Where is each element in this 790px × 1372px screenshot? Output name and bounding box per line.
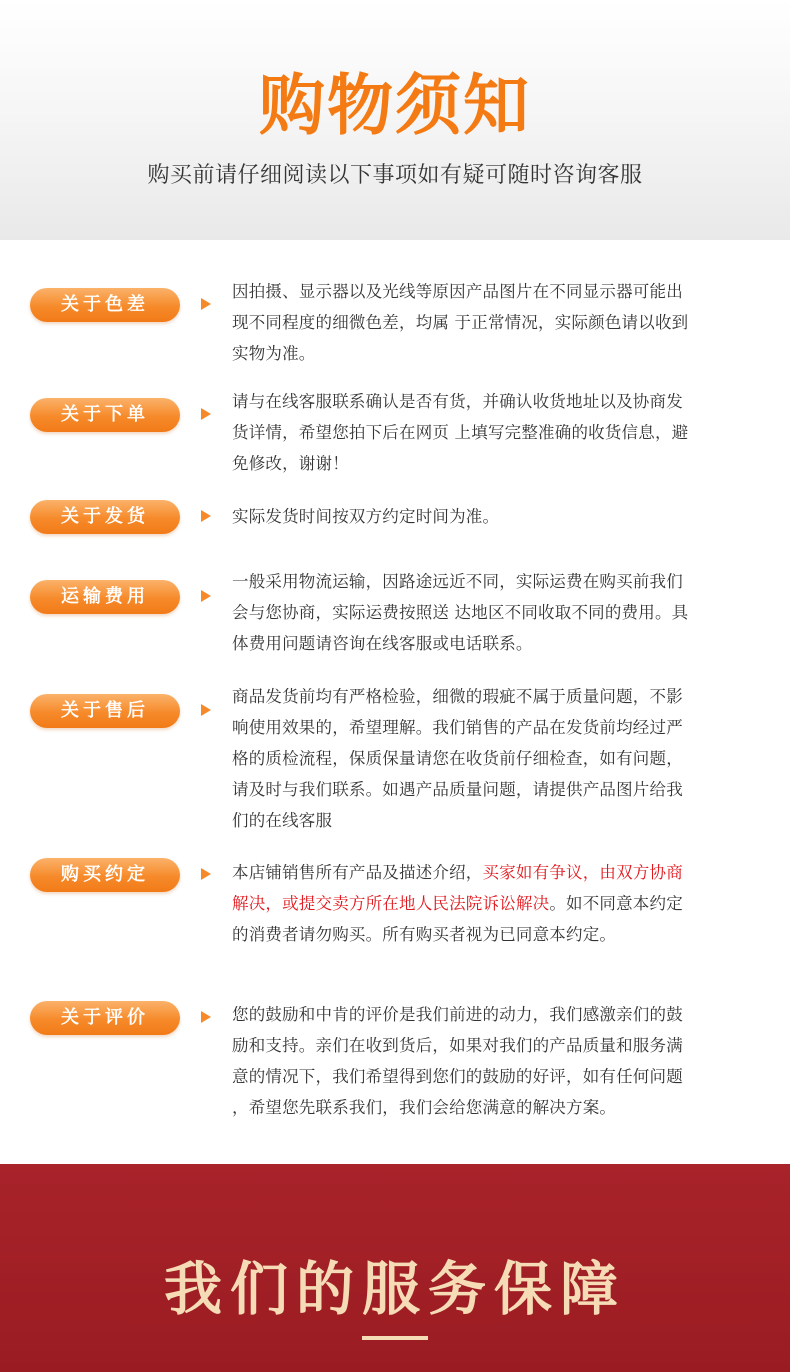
text-line: 意的情况下，我们希望得到您们的鼓励的好评，如有任何问题 — [232, 1067, 683, 1086]
text-highlight: 买家如有争议，由双方协商 — [482, 863, 683, 882]
text-line: 货详情，希望您拍下后在网页 上填写完整准确的收货信息，避 — [232, 423, 689, 442]
text-line — [232, 888, 744, 919]
text-line: 响使用效果的，希望理解。我们销售的产品在发货前均经过严 — [232, 718, 683, 737]
text-line: 格的质检流程，保质保量请您在收货前仔细检查，如有问题， — [232, 749, 683, 768]
section-text — [232, 681, 744, 836]
text-line: 免修改，谢谢！ — [232, 454, 349, 473]
badge-purchase-agreement: 购买约定 — [30, 858, 180, 892]
arrow-icon — [201, 298, 211, 310]
text-line: 您的鼓励和中肯的评价是我们前进的动力，我们感激亲们的鼓 — [232, 1005, 683, 1024]
arrow-icon — [201, 1011, 211, 1023]
badge-after-sales: 关于售后 — [30, 694, 180, 728]
badge-reviews: 关于评价 — [30, 1001, 180, 1035]
service-guarantee-title: 我们的服务保障 — [163, 1255, 626, 1323]
text-line: 的消费者请勿购买。所有购买者视为已同意本约定。 — [232, 925, 617, 944]
text-line — [232, 857, 744, 888]
text-line: 们的在线客服 — [232, 811, 333, 830]
arrow-icon — [201, 704, 211, 716]
text-line: 体费用问题请咨询在线客服或电话联系。 — [232, 634, 533, 653]
section-text — [232, 857, 744, 950]
arrow-icon — [201, 408, 211, 420]
badge-shipping: 关于发货 — [30, 500, 180, 534]
text-normal: 。如不同意本约定 — [549, 894, 683, 913]
badge-freight: 运输费用 — [30, 580, 180, 614]
text-line: 因拍摄、显示器以及光线等原因产品图片在不同显示器可能出 — [232, 282, 683, 301]
service-guarantee-banner — [0, 1164, 790, 1372]
text-line: 商品发货前均有严格检验，细微的瑕疵不属于质量问题，不影 — [232, 687, 683, 706]
text-line: 励和支持。亲们在收到货后，如果对我们的产品质量和服务满 — [232, 1036, 683, 1055]
text-line: 实际发货时间按双方约定时间为准。 — [232, 507, 500, 526]
text-line: 实物为准。 — [232, 344, 316, 363]
text-highlight: 解决，或提交卖方所在地人民法院诉讼解决 — [232, 894, 550, 913]
section-text — [232, 566, 744, 659]
text-line: 一般采用物流运输，因路途远近不同，实际运费在购买前我们 — [232, 572, 683, 591]
arrow-icon — [201, 510, 211, 522]
arrow-icon — [201, 590, 211, 602]
arrow-icon — [201, 868, 211, 880]
badge-color-difference: 关于色差 — [30, 288, 180, 322]
badge-ordering: 关于下单 — [30, 398, 180, 432]
text-normal: 本店铺销售所有产品及描述介绍， — [232, 863, 483, 882]
section-text — [232, 276, 744, 369]
page-title: 购物须知 — [259, 67, 531, 144]
section-text — [232, 999, 744, 1123]
section-text — [232, 501, 744, 532]
title-underline — [362, 1336, 428, 1340]
text-line: ，希望您先联系我们，我们会给您满意的解决方案。 — [232, 1098, 617, 1117]
page-header — [0, 0, 790, 240]
section-text — [232, 386, 744, 479]
text-line: 请及时与我们联系。如遇产品质量问题，请提供产品图片给我 — [232, 780, 683, 799]
text-line: 现不同程度的细微色差，均属 于正常情况，实际颜色请以收到 — [232, 313, 689, 332]
text-line: 请与在线客服联系确认是否有货，并确认收货地址以及协商发 — [232, 392, 683, 411]
page-subtitle: 购买前请仔细阅读以下事项如有疑可随时咨询客服 — [147, 163, 643, 188]
text-line: 会与您协商，实际运费按照送 达地区不同收取不同的费用。具 — [232, 603, 689, 622]
